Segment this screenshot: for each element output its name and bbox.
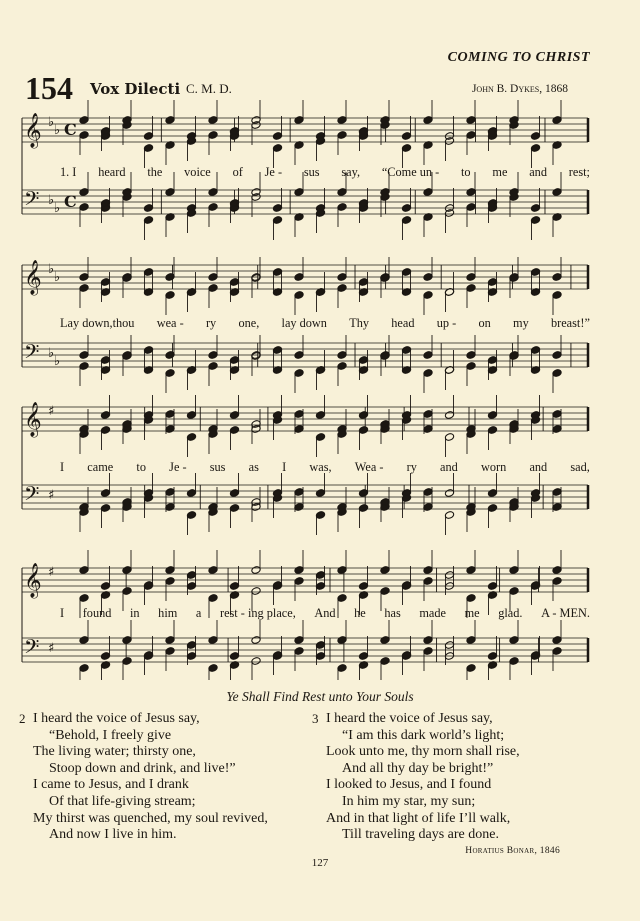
stanza-3 (312, 711, 520, 844)
stanza-line: Stoop down and drink, and live!” (49, 760, 236, 776)
lyric-syllable: 1. I (60, 165, 77, 179)
stanza-number: 2 (19, 711, 26, 726)
lyric-syllable: breast!” (550, 316, 590, 330)
lyric-syllable: wea - (156, 316, 184, 330)
stanza-2 (19, 711, 268, 844)
key-signature-icon: ♭ (48, 115, 55, 130)
lyric-line (60, 165, 590, 180)
stanza-line: I heard the voice of Jesus say, (326, 711, 493, 726)
stanza-line: The living water; thirsty one, (33, 744, 196, 760)
key-signature-icon: ♭ (48, 346, 55, 361)
lyric-syllable: Je - (169, 460, 187, 474)
lyric-syllable: Lay down,thou (60, 316, 135, 330)
bass-clef-icon: 𝄢 (24, 187, 40, 215)
lyric-syllable: And (314, 606, 336, 620)
lyric-syllable: he (354, 606, 366, 620)
lyric-syllable: rest; (568, 165, 590, 179)
lyric-syllable: “Come un - (381, 165, 440, 179)
key-signature-icon: ♯ (48, 488, 55, 503)
lyric-syllable: one, (238, 316, 260, 330)
hymn-subtitle: Ye Shall Find Rest unto Your Souls (226, 689, 414, 704)
lyric-syllable: ry (205, 316, 217, 330)
lyric-syllable: sad, (570, 460, 590, 474)
lyric-syllable: worn (480, 460, 507, 474)
lyric-syllable: Je - (264, 165, 283, 179)
lyric-syllable: as (248, 460, 259, 474)
stanza-line: I heard the voice of Jesus say, (33, 711, 200, 726)
key-signature-icon: ♭ (48, 262, 55, 277)
stanza-line: In him my star, my sun; (342, 793, 476, 809)
lyric-syllable: lay down (281, 316, 327, 330)
stanza-line: I came to Jesus, and I drank (33, 777, 189, 793)
stanza-line: Till traveling days are done. (342, 827, 499, 843)
stanza-line: And now I live in him. (49, 827, 177, 843)
lyric-syllable: sus (303, 165, 320, 179)
treble-clef-icon: 𝄞 (24, 260, 42, 295)
lyric-syllable: of (232, 165, 243, 179)
lyric-syllable: rest - ing place, (219, 606, 296, 620)
lyric-line (60, 460, 590, 475)
stanza-line: And in that light of life I’ll walk, (326, 810, 511, 826)
key-signature-icon: ♭ (54, 201, 61, 216)
lyric-syllable: my (513, 316, 529, 330)
stanza-line: Of that life-giving stream; (49, 793, 196, 809)
key-signature-icon: ♭ (54, 123, 61, 138)
section-title: COMING TO CHRIST (447, 50, 590, 65)
lyric-syllable: made (419, 606, 446, 620)
lyric-syllable: and (440, 460, 458, 474)
lyric-syllable: head (391, 316, 415, 330)
key-signature-icon: ♭ (54, 270, 61, 285)
lyric-syllable: in (130, 606, 140, 620)
lyric-syllable: has (384, 606, 401, 620)
lyric-syllable: ry (406, 460, 417, 474)
stanza-number: 3 (312, 711, 319, 726)
treble-clef-icon: 𝄞 (24, 563, 42, 598)
lyric-syllable: sus (209, 460, 226, 474)
lyric-syllable: him (158, 606, 178, 620)
stanza-line: My thirst was quenched, my soul revived, (33, 810, 268, 826)
lyric-syllable: and (529, 460, 548, 474)
lyric-syllable: a (195, 606, 202, 620)
author-credit: Horatius Bonar, 1846 (465, 846, 560, 856)
treble-clef-icon: 𝄞 (24, 402, 42, 437)
tune-name: Vox Dilecti (90, 80, 181, 98)
lyric-line (60, 316, 590, 331)
lyric-syllable: found (82, 606, 112, 620)
time-signature-icon: C (64, 192, 77, 211)
lyric-line (60, 606, 590, 621)
lyric-syllable: heard (98, 165, 126, 179)
bass-clef-icon: 𝄢 (24, 635, 40, 663)
stanza-line: I looked to Jesus, and I found (326, 777, 492, 793)
lyric-syllable: up - (436, 316, 457, 330)
treble-clef-icon: 𝄞 (24, 113, 42, 148)
key-signature-icon: ♭ (54, 354, 61, 369)
lyric-syllable: voice (184, 165, 211, 179)
lyric-syllable: A - MEN. (541, 606, 590, 620)
composer: John B. Dykes, 1868 (471, 83, 568, 95)
lyric-syllable: to (461, 165, 471, 179)
lyric-syllable: me (492, 165, 508, 179)
lyric-syllable: I (60, 606, 65, 620)
lyric-syllable: came (87, 460, 114, 474)
lyric-syllable: me (464, 606, 480, 620)
key-signature-icon: ♯ (48, 641, 55, 656)
stanza-line: “Behold, I freely give (49, 727, 172, 743)
meter: C. M. D. (186, 81, 232, 96)
lyric-syllable: on (478, 316, 491, 330)
key-signature-icon: ♯ (48, 404, 55, 419)
bass-clef-icon: 𝄢 (24, 482, 40, 510)
stanza-line: “I am this dark world’s light; (342, 727, 505, 743)
hymn-number: 154 (25, 70, 73, 106)
key-signature-icon: ♭ (48, 193, 55, 208)
lyric-syllable: say, (341, 165, 361, 179)
bass-clef-icon: 𝄢 (24, 340, 40, 368)
time-signature-icon: C (64, 120, 77, 139)
page-number: 127 (311, 857, 329, 869)
lyric-syllable: to (136, 460, 146, 474)
lyric-syllable: the (147, 165, 163, 179)
stanza-line: Look unto me, thy morn shall rise, (326, 744, 520, 760)
stanza-line: And all thy day be bright!” (342, 760, 494, 776)
lyric-syllable: Thy (349, 316, 370, 330)
lyric-syllable: was, (309, 460, 332, 474)
key-signature-icon: ♯ (48, 565, 55, 580)
lyric-syllable: Wea - (354, 460, 384, 474)
lyric-syllable: glad. (498, 606, 523, 620)
lyric-syllable: I (282, 460, 287, 474)
lyric-syllable: and (529, 165, 547, 179)
lyric-syllable: I (60, 460, 65, 474)
